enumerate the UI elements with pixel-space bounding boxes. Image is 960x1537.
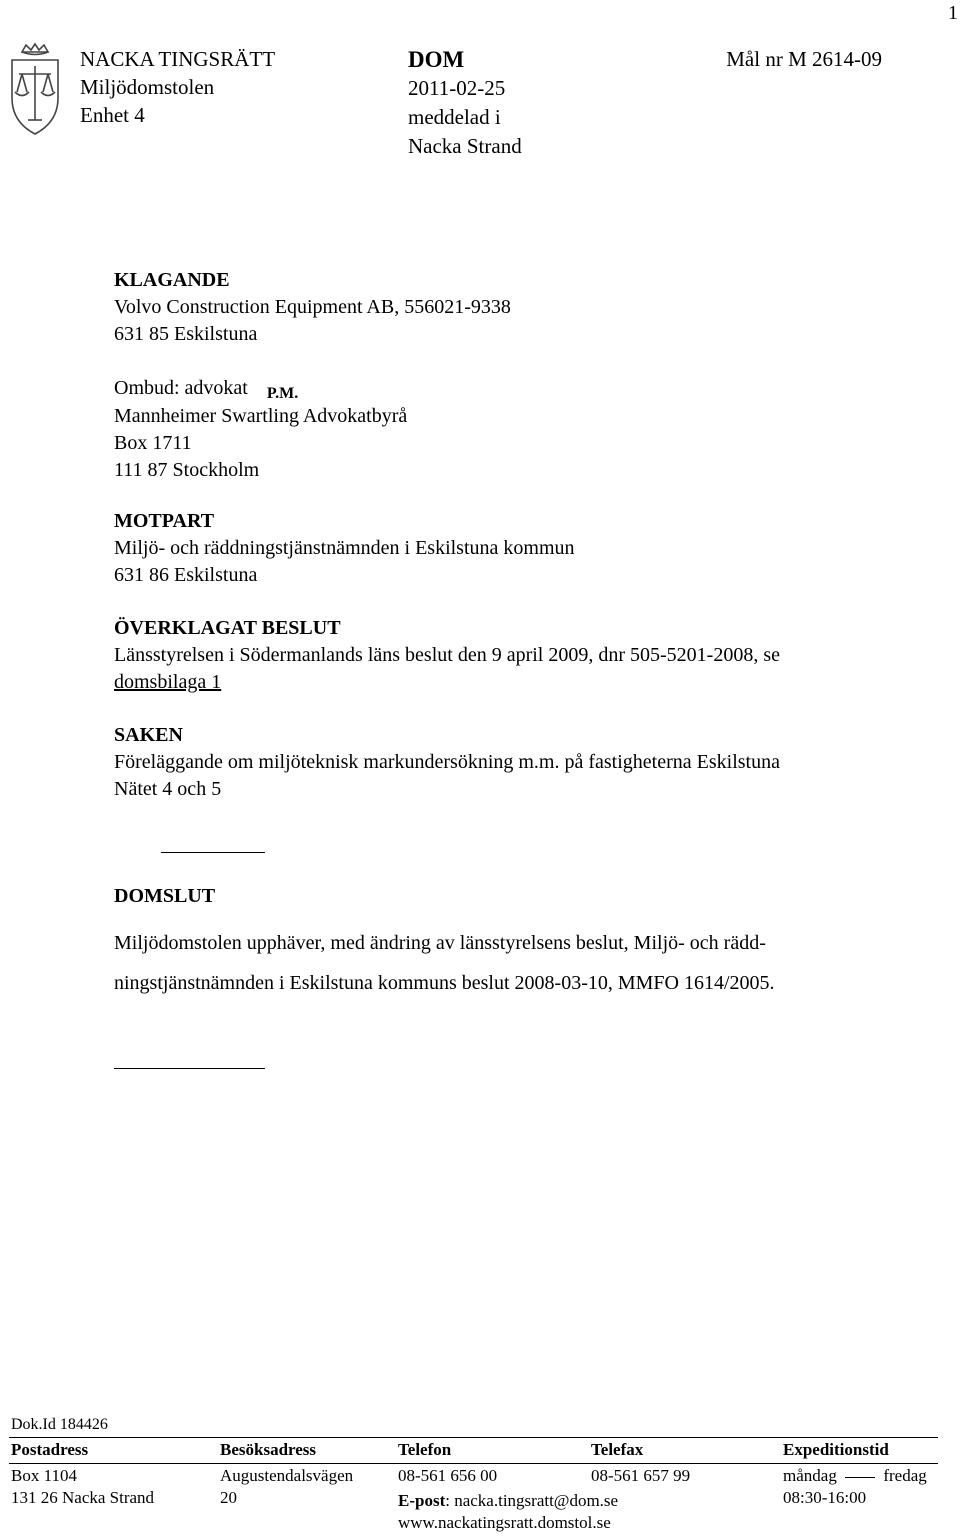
- hours-time: 08:30-16:00: [783, 1488, 867, 1507]
- respondent-section: [114, 508, 575, 589]
- matter-section: [114, 722, 780, 803]
- matter-heading: SAKEN: [114, 724, 183, 746]
- counsel-line: 111 87 Stockholm: [114, 459, 260, 481]
- days-from: måndag: [783, 1466, 837, 1485]
- appealed-decision-text: Länsstyrelsen i Södermanlands läns beslut den 9 april 2009, dnr 505-5201-2008, se: [114, 644, 780, 666]
- counsel-line: Box 1711: [114, 432, 192, 454]
- visit-heading: Besöksadress: [220, 1440, 317, 1459]
- days-dash: [845, 1477, 875, 1478]
- ruling-section: [114, 883, 775, 1003]
- visit-line: 20: [220, 1488, 237, 1507]
- counsel-line: Mannheimer Swartling Advokatbyrå: [114, 405, 408, 427]
- footer-top-rule: [9, 1437, 938, 1438]
- judgment-date: 2011-02-25: [408, 76, 506, 100]
- respondent-heading: MOTPART: [114, 510, 215, 532]
- counsel-label: Ombud: advokat: [114, 377, 248, 399]
- court-division: Miljödomstolen: [80, 75, 215, 99]
- appealed-decision-heading: ÖVERKLAGAT BESLUT: [114, 617, 341, 639]
- end-rule: [114, 1068, 265, 1069]
- days-to: fredag: [883, 1466, 927, 1485]
- ruling-line: ningstjänstnämnden i Eskilstuna kommuns beslut 2008-03-10, MMFO 1614/2005.: [114, 972, 775, 994]
- court-unit: Enhet 4: [80, 103, 145, 127]
- separator-rule: [161, 852, 265, 853]
- hours-days: [783, 1465, 927, 1487]
- document-id: Dok.Id 184426: [11, 1416, 108, 1433]
- footer-phone: [398, 1439, 618, 1534]
- page-number: 1: [948, 2, 958, 24]
- appealed-decision-section: [114, 615, 780, 696]
- hours-heading: Expeditionstid: [783, 1440, 889, 1459]
- postal-line: 131 26 Nacka Strand: [11, 1488, 155, 1507]
- appellant-line: Volvo Construction Equipment AB, 556021-9338: [114, 296, 511, 318]
- matter-line: Föreläggande om miljöteknisk markundersökning m.m. på fastigheterna Eskilstuna: [114, 751, 780, 773]
- email-line: [398, 1490, 618, 1512]
- document-type: DOM: [408, 47, 465, 72]
- visit-line: Augustendalsvägen: [220, 1466, 354, 1485]
- respondent-line: Miljö- och räddningstjänstnämnden i Eskilstuna kommun: [114, 537, 575, 559]
- issued-label: meddelad i: [408, 105, 501, 129]
- ruling-heading: DOMSLUT: [114, 885, 216, 907]
- footer-fax: [591, 1439, 690, 1487]
- email-address[interactable]: : nacka.tingsratt@dom.se: [445, 1491, 619, 1510]
- appellant-section: [114, 267, 511, 348]
- annex-link[interactable]: domsbilaga 1: [114, 671, 222, 693]
- counsel-first-line: [114, 375, 407, 403]
- postal-heading: Postadress: [11, 1440, 89, 1459]
- fax-number: 08-561 657 99: [591, 1466, 691, 1485]
- email-label: E-post: [398, 1491, 446, 1510]
- court-name: NACKA TINGSRÄTT: [80, 47, 276, 71]
- counsel-name: P.M.: [266, 385, 299, 402]
- header-center: [408, 45, 522, 161]
- footer-visit: [220, 1439, 353, 1509]
- issued-place: Nacka Strand: [408, 134, 522, 158]
- counsel-section: [114, 375, 407, 484]
- footer-postal: [11, 1439, 154, 1509]
- appellant-heading: KLAGANDE: [114, 269, 230, 291]
- court-emblem-icon: [6, 42, 64, 138]
- website[interactable]: www.nackatingsratt.domstol.se: [398, 1513, 611, 1532]
- matter-line: Nätet 4 och 5: [114, 778, 222, 800]
- postal-line: Box 1104: [11, 1466, 77, 1485]
- case-number: Mål nr M 2614-09: [726, 47, 882, 71]
- ruling-line: Miljödomstolen upphäver, med ändring av länsstyrelsens beslut, Miljö- och rädd-: [114, 932, 766, 954]
- footer-hours: [783, 1439, 927, 1509]
- phone-number: 08-561 656 00: [398, 1466, 498, 1485]
- appellant-line: 631 85 Eskilstuna: [114, 323, 258, 345]
- header-left: [80, 45, 275, 129]
- respondent-line: 631 86 Eskilstuna: [114, 564, 258, 586]
- fax-heading: Telefax: [591, 1440, 644, 1459]
- phone-heading: Telefon: [398, 1440, 452, 1459]
